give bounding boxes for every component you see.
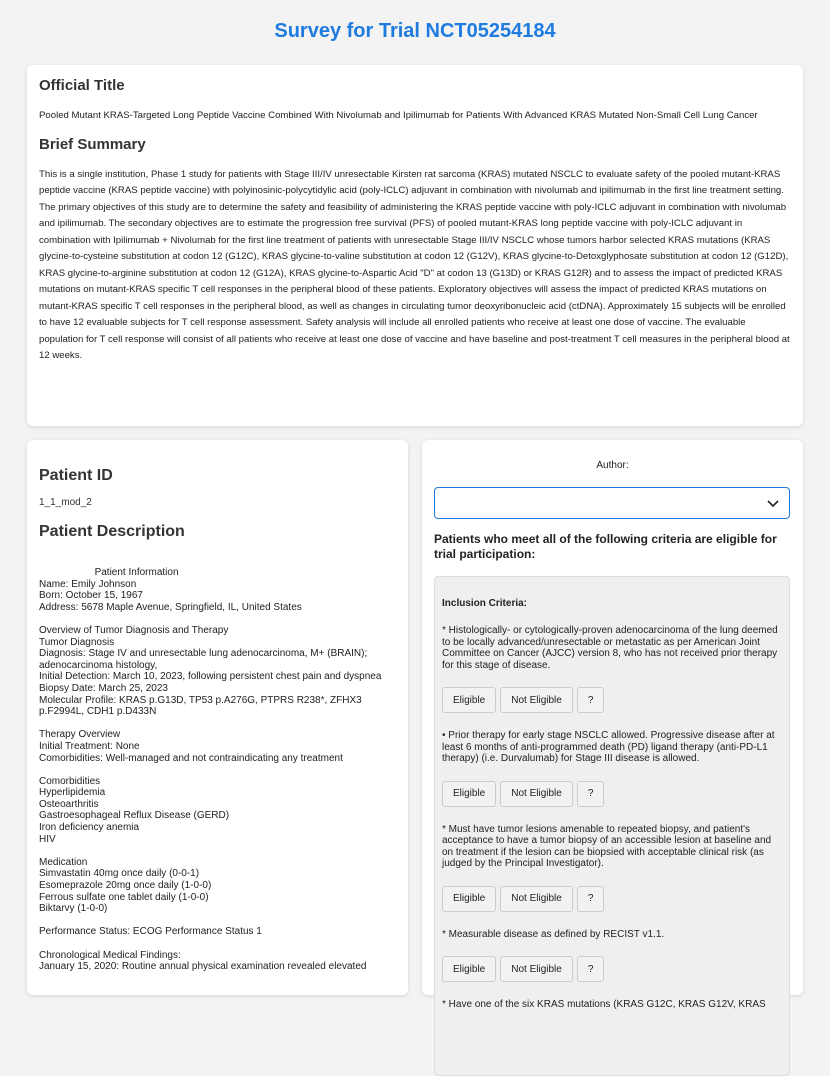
unsure-button[interactable]: ? [577,956,605,982]
criterion-text: • Prior therapy for early stage NSCLC allowed. Progressive disease after at least 6 months of anti-programmed death (PD) ligand therapy (anti-PD-L1 therapy) (i.e. Durvalumab) for Stage III disease is allowed. [442,730,775,764]
criteria-panel[interactable] [434,576,790,1076]
criterion-buttons [442,781,782,807]
not-eligible-button[interactable]: Not Eligible [500,781,573,807]
official-title-text: Pooled Mutant KRAS-Targeted Long Peptide Vaccine Combined With Nivolumab and Ipilimumab for Patients With Advanced KRAS Mutated Non-Small Cell Lung Cancer [39,110,758,121]
not-eligible-button[interactable]: Not Eligible [500,886,573,912]
patient-card[interactable] [27,440,408,995]
eligible-button[interactable]: Eligible [442,781,496,807]
criterion-buttons [442,956,782,982]
not-eligible-button[interactable]: Not Eligible [500,956,573,982]
patient-description-text: Patient Information Name: Emily Johnson Born: October 15, 1967 Address: 5678 Maple Avenue, Springfield, IL, United States Overview of Tumor Diagnosis and Therapy Tumor Diagnosis Diagnosis: Stage IV and unresectable lung adenocarcinoma, M+ (BRAIN); adenocarcinoma histology, Initial Detection: March 10, 2023, following persistent chest pain and dyspnea Biopsy Date: March 25, 2023 Molecular Profile: KRAS p.G13D, TP53 p.A276G, PTPRS R238*, ZFHX3 p.F2994L, CDH1 p.D433N Therapy Overview Initial Treatment: None Comorbidities: Well-managed and not contraindicating any treatment Comorbidities Hyperlipidemia Osteoarthritis Gastroesophageal Reflux Disease (GERD) Iron deficiency anemia HIV Medication Simvastatin 40mg once daily (0-0-1) Esomeprazole 20mg once daily (1-0-0) Ferrous sulfate one tablet daily (1-0-0) Biktarvy (1-0-0) Performance Status: ECOG Performance Status 1 Chronological Medical Findings: January 15, 2020: Routine annual physical examination revealed elevated [39,567,382,973]
chevron-down-icon [767,497,779,509]
patient-id-heading: Patient ID [39,467,113,484]
brief-summary-text: This is a single institution, Phase 1 study for patients with Stage III/IV unresectable Kirsten rat sarcoma (KRAS) mutated NSCLC to evaluate safety of the pooled mutant-KRAS peptide vaccine (KRAS peptide vaccine) with polyinosinic-polycytidylic acid (poly-ICLC) adjuvant in combination with nivolumab and ipilimumab in the first line treatment setting. The primary objectives of this study are to determine the safety and feasibility of administering the KRAS peptide vaccine with poly-ICLC adjuvant in combination with nivolumab and ipilimumab. The secondary objectives are to estimate the progression free survival (PFS) of pooled mutant-KRAS long peptide vaccine with poly-ICLC adjuvant in combination with Ipilimumab + Nivolumab for the first line treatment of patients with unresectable Stage III/IV NSCLC whose tumors harbor selected KRAS mutations (KRAS glycine-to-cysteine substitution at codon 12 (G12C), KRAS glycine-to-valine substitution at codon 12 (G12V), KRAS glycine-to-Detoxglyphosate substitution at codon 12 (G12D), KRAS glycine-to-arginine substitution at codon 12 (G12A), KRAS glycine-to-Aspartic Acid "D" at codon 13 (G13D) or KRAS G12R) and to assess the impact of predicted KRAS mutations on mutant-KRAS specific T cell responses in the peripheral blood of these patients. Exploratory objectives will assess the impact of predicted KRAS mutations on mutant-KRAS specific T cell responses in the peripheral blood, as well as changes in circulating tumor deoxyribonucleic acid (ctDNA). Approximately 15 subjects will be enrolled to have 12 evaluable subjects for T cell response assessment. Safety analysis will include all enrolled patients who receive at least one dose of vaccine. The evaluable population for T cell response will consist of all patients who receive at least one dose of vaccine and have baseline and post-treatment T cell measures in the peripheral blood at 12 weeks. [39,168,790,361]
criterion-buttons [442,687,782,713]
criterion-text: * Histologically- or cytologically-proven adenocarcinoma of the lung deemed to be locally advanced/unresectable or metastatic as per American Joint Committee on Cancer (AJCC) version 8, who has not received prior therapy for this stage of disease. [442,625,778,671]
eligible-button[interactable]: Eligible [442,687,496,713]
unsure-button[interactable]: ? [577,886,605,912]
author-label: Author: [596,460,629,471]
criterion-text: * Must have tumor lesions amenable to repeated biopsy, and patient's acceptance to have a tumor biopsy of an accessible lesion at baseline and on treatment if the lesion can be biopsied with acceptable clinical risk (as judged by the Principal Investigator). [442,823,772,869]
unsure-button[interactable]: ? [577,687,605,713]
criterion-buttons [442,886,782,912]
survey-card[interactable] [422,440,803,1010]
trial-info-card [27,65,803,426]
unsure-button[interactable]: ? [577,781,605,807]
official-title-heading: Official Title [39,77,125,94]
eligible-button[interactable]: Eligible [442,886,496,912]
criterion-text: * Have one of the six KRAS mutations (KRAS G12C, KRAS G12V, KRAS [442,999,766,1010]
criterion-text: * Measurable disease as defined by RECIST v1.1. [442,928,665,940]
not-eligible-button[interactable]: Not Eligible [500,687,573,713]
eligible-button[interactable]: Eligible [442,956,496,982]
patient-description-heading: Patient Description [39,523,185,540]
eligibility-heading: Patients who meet all of the following criteria are eligible for trial participation: [434,532,777,561]
patient-id-value: 1_1_mod_2 [39,497,92,508]
author-select[interactable] [434,487,790,519]
brief-summary-heading: Brief Summary [39,135,146,153]
page-title: Survey for Trial NCT05254184 [274,20,556,42]
inclusion-criteria-label: Inclusion Criteria: [442,598,528,609]
